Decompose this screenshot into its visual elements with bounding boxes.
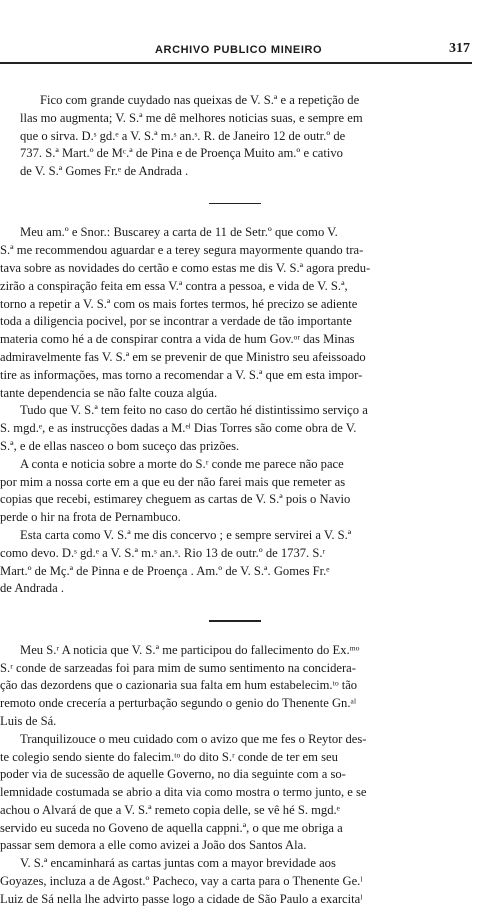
text-line: S. mgd.ᵉ, e as instrucções dadas a M.ᵉˡ Dias Torres são come obra de V. <box>0 421 357 436</box>
text-line: remoto onde crecería a perturbação segundo o genio do Thenente Gn.ᵃˡ <box>0 696 357 711</box>
text-line: Mart.º de Mç.ª de Pinna e de Proença . Am.º de V. S.ª. Gomes Fr.ᵉ <box>0 563 330 578</box>
text-line: materia como hé a de conspirar contra a vida de hum Gov.ᵒʳ das Minas <box>0 332 355 347</box>
text-line: A conta e noticia sobre a morte do S.ʳ conde me parece não pace <box>20 456 344 471</box>
text-line: torno a repetir a V. S.ª com os mais fortes termos, hé precizo se adiente <box>0 296 358 311</box>
text-line: servido eu suceda no Goveno de aquella cappni.ª, o que me obriga a <box>0 820 343 835</box>
text-line: zirão a conspiração feita em essa V.ª contra a pessoa, e vida de V. S.ª, <box>0 278 348 293</box>
text-line: por mim a nossa corte em a que eu der não farei mais que remeter as <box>0 474 346 489</box>
text-line: toda a diligencia pocivel, por se incontrar a verdade de tão importante <box>0 314 352 329</box>
text-line: achou o Alvará de que a V. S.ª remeto copia delle, se vê hé S. mgd.ᵉ <box>0 802 340 817</box>
text-line: perde o hir na frota de Pernambuco. <box>0 510 181 525</box>
page-number: 317 <box>449 41 470 56</box>
text-line: Luiz de Sá nella lhe advirto passe logo a cidade de São Paulo a exarcitaˡ <box>0 891 363 906</box>
text-line: tire as informações, mas torno a recomendar a V. S.ª que em esta impor- <box>0 367 363 382</box>
text-line: tava sobre as novidades do certão e como estas me dis V. S.ª agora predu- <box>0 261 371 276</box>
text-line: Esta carta como V. S.ª me dis concervo ; e sempre servirei a V. S.ª <box>20 528 352 543</box>
text-line: Tudo que V. S.ª tem feito no caso do certão hé distintissimo serviço a <box>20 403 368 418</box>
letter-1 <box>0 92 470 181</box>
text-line: copias que recebi, estimarey cheguem as cartas de V. S.ª pois o Navio <box>0 492 351 507</box>
section-divider <box>209 620 261 622</box>
text-line: Meu S.ʳ A noticia que V. S.ª me participou do fallecimento do Ex.ᵐᵒ <box>20 642 360 657</box>
text-line: S.ª me recommendou aguardar e a terey segura mayormente quando tra- <box>0 243 364 258</box>
text-line: ção das dezordens que o cazionaria sua falta em hum estabelecim.ᵗᵒ tão <box>0 678 358 693</box>
text-line: Tranquilizouce o meu cuidado com o avizo que me fes o Reytor des- <box>20 731 367 746</box>
text-line: de V. S.ª Gomes Fr.ᵉ de Andrada . <box>20 164 189 179</box>
text-line: S.ʳ conde de sarzeadas foi para mim de sumo sentimento na conciderа- <box>0 660 356 675</box>
text-line: tante dependencia se não falte couza algúa. <box>0 385 218 400</box>
text-line: admiravelmente fas V. S.ª em se prevenir de que Ministro seu afeissoado <box>0 350 366 365</box>
paragraph <box>0 92 470 181</box>
text-line: poder via de sucessão de aquelle Governo, no dia seguinte com a so- <box>0 767 346 782</box>
text-line: Fico com grande cuydado nas queixas de V. S.ª e a repetição de <box>40 93 360 107</box>
text-line: V. S.ª encaminhará as cartas juntas com a mayor brevidade aos <box>20 856 336 871</box>
text-line: S.ª, e de ellas nasceo o bom suceço das prizões. <box>0 439 240 454</box>
letter-2 <box>0 224 470 598</box>
text-line: lemnidade costumada se abrio a dita via como mostra o termo junto, e se <box>0 785 367 800</box>
text-line: que o sirva. D.ˢ gd.ᵉ a V. S.ª m.ˢ an.ˢ. R. de Janeiro 12 de outr.º de <box>20 128 346 143</box>
text-line: passar sem demora a elle como avizei a João dos Santos Ala. <box>0 838 307 853</box>
page-body <box>0 92 470 909</box>
header-rule <box>0 62 472 64</box>
running-title: ARCHIVO PUBLICO MINEIRO <box>155 44 323 56</box>
section-divider <box>209 203 261 205</box>
text-line: como devo. D.ˢ gd.ᵉ a V. S.ª m.ˢ an.ˢ. Rio 13 de outr.º de 1737. S.ʳ <box>0 545 326 560</box>
text-line: te colegio sendo siente do falecim.ᵗᵒ do dito S.ʳ conde de ter em seu <box>0 749 338 764</box>
text-line: 737. S.ª Mart.º de Mᶜ.ª de Pina e de Proença Muito am.º e cativo <box>20 146 343 161</box>
text-line: llas mo augmenta; V. S.ª me dê melhores noticias suas, e sempre em <box>20 110 363 125</box>
text-line: Meu am.º e Snor.: Buscarey a carta de 11 de Setr.º que como V. <box>20 225 338 240</box>
text-line: Luis de Sá. <box>0 713 57 728</box>
text-line: de Andrada . <box>0 581 64 596</box>
letter-3 <box>0 642 470 909</box>
text-line: Goyazes, incluza a de Agost.º Pacheco, vay a carta para o Thenente Ge.ˡ <box>0 874 363 889</box>
